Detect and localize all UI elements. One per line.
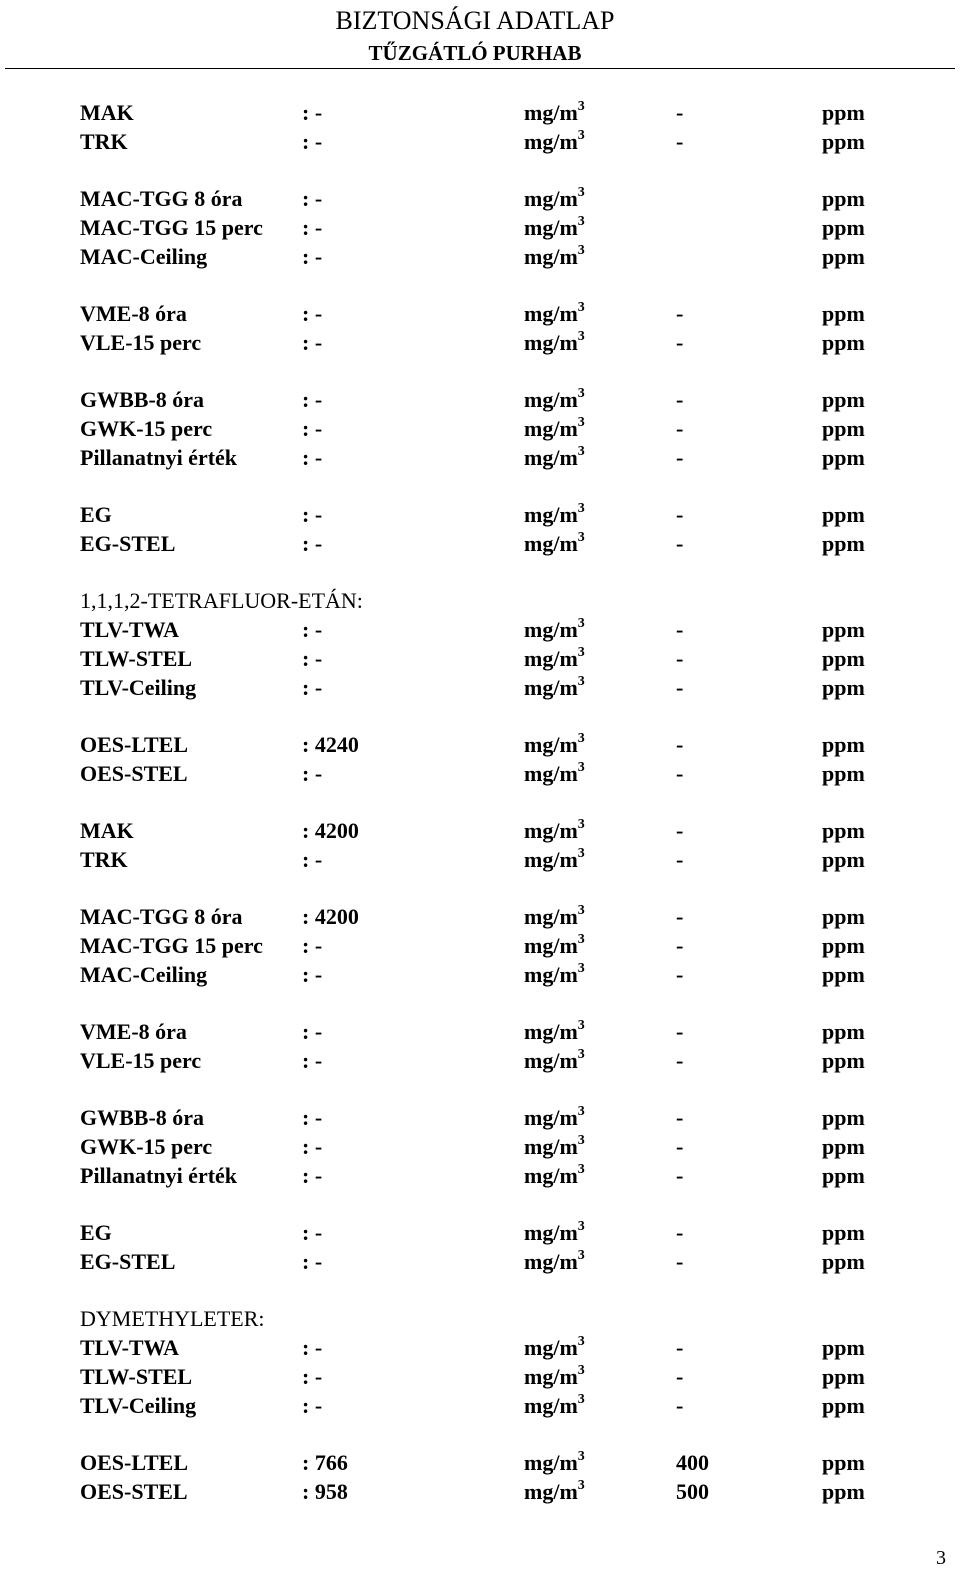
ppm-unit: ppm [822, 186, 865, 211]
ppm-unit: ppm [822, 646, 865, 671]
mass-unit-base: mg/m [524, 531, 578, 556]
limit-name: EG [80, 502, 112, 527]
group-spacer [80, 1075, 880, 1103]
ppm-unit: ppm [822, 301, 865, 326]
mass-unit-base: mg/m [524, 1220, 578, 1245]
limit-value: : - [302, 646, 323, 671]
mass-unit-exponent: 3 [577, 1333, 585, 1349]
limit-name: TLW-STEL [80, 1364, 193, 1389]
mass-unit-base: mg/m [524, 1134, 578, 1159]
limit-name: VME-8 óra [80, 301, 187, 326]
mass-unit [524, 845, 585, 874]
ppm-value: 400 [676, 1450, 709, 1475]
ppm-unit: ppm [822, 1335, 865, 1360]
limit-row [80, 845, 880, 874]
ppm-unit: ppm [822, 1163, 865, 1188]
limit-name: MAC-TGG 8 óra [80, 186, 243, 211]
limit-name: OES-LTEL [80, 1450, 189, 1475]
mass-unit-base: mg/m [524, 761, 578, 786]
mass-unit-base: mg/m [524, 1450, 578, 1475]
mass-unit-exponent: 3 [577, 242, 585, 258]
mass-unit-base: mg/m [524, 617, 578, 642]
mass-unit [524, 1391, 585, 1420]
limit-name: TRK [80, 129, 128, 154]
ppm-value: 500 [676, 1479, 709, 1504]
limit-row [80, 385, 880, 414]
limit-value: : - [302, 1393, 323, 1418]
ppm-value: - [676, 933, 684, 958]
group-spacer [80, 1276, 880, 1304]
mass-unit [524, 644, 585, 673]
mass-unit [524, 184, 585, 213]
limit-name: TLV-Ceiling [80, 675, 197, 700]
limit-value: : - [302, 1335, 323, 1360]
limit-name: MAK [80, 818, 134, 843]
ppm-unit: ppm [822, 933, 865, 958]
ppm-value: - [676, 847, 684, 872]
limit-value: : - [302, 100, 323, 125]
ppm-unit: ppm [822, 244, 865, 269]
mass-unit [524, 529, 585, 558]
mass-unit-base: mg/m [524, 244, 578, 269]
mass-unit-exponent: 3 [577, 529, 585, 545]
document-title: BIZTONSÁGI ADATLAP [335, 6, 615, 35]
limit-row [80, 529, 880, 558]
mass-unit-base: mg/m [524, 1364, 578, 1389]
limit-row [80, 1218, 880, 1247]
ppm-value: - [676, 1163, 684, 1188]
mass-unit [524, 1362, 585, 1391]
ppm-value: - [676, 416, 684, 441]
limit-row [80, 184, 880, 213]
mass-unit [524, 816, 585, 845]
mass-unit-base: mg/m [524, 1048, 578, 1073]
ppm-value: - [676, 502, 684, 527]
limit-row [80, 414, 880, 443]
mass-unit-exponent: 3 [577, 1247, 585, 1263]
limit-value: : - [302, 531, 323, 556]
limit-row [80, 931, 880, 960]
limit-row [80, 730, 880, 759]
mass-unit-base: mg/m [524, 675, 578, 700]
limit-row [80, 443, 880, 472]
limit-name: OES-LTEL [80, 732, 189, 757]
ppm-value: - [676, 100, 684, 125]
mass-unit-base: mg/m [524, 387, 578, 412]
limit-name: MAC-TGG 15 perc [80, 933, 263, 958]
limit-row [80, 1132, 880, 1161]
mass-unit [524, 615, 585, 644]
mass-unit-exponent: 3 [577, 1103, 585, 1119]
mass-unit-base: mg/m [524, 818, 578, 843]
mass-unit-exponent: 3 [577, 1132, 585, 1148]
ppm-unit: ppm [822, 330, 865, 355]
ppm-unit: ppm [822, 531, 865, 556]
ppm-value: - [676, 445, 684, 470]
mass-unit-base: mg/m [524, 330, 578, 355]
ppm-value: - [676, 301, 684, 326]
mass-unit-base: mg/m [524, 732, 578, 757]
mass-unit-exponent: 3 [577, 213, 585, 229]
ppm-value: - [676, 1019, 684, 1044]
mass-unit-exponent: 3 [577, 414, 585, 430]
mass-unit [524, 98, 585, 127]
group-spacer [80, 156, 880, 184]
ppm-unit: ppm [822, 100, 865, 125]
mass-unit-exponent: 3 [577, 931, 585, 947]
mass-unit [524, 1103, 585, 1132]
limit-name: TLV-Ceiling [80, 1393, 197, 1418]
limit-value: : - [302, 847, 323, 872]
ppm-value: - [676, 1335, 684, 1360]
ppm-unit: ppm [822, 215, 865, 240]
ppm-value: - [676, 1105, 684, 1130]
group-spacer [80, 1420, 880, 1448]
group-spacer [80, 702, 880, 730]
ppm-unit: ppm [822, 1393, 865, 1418]
mass-unit-exponent: 3 [577, 730, 585, 746]
limit-row [80, 98, 880, 127]
limit-name: OES-STEL [80, 761, 188, 786]
ppm-value: - [676, 761, 684, 786]
limit-value: : - [302, 1364, 323, 1389]
mass-unit-exponent: 3 [577, 1362, 585, 1378]
limit-row [80, 759, 880, 788]
mass-unit [524, 127, 585, 156]
group-spacer [80, 558, 880, 586]
limit-value: : - [302, 617, 323, 642]
limit-name: Pillanatnyi érték [80, 1163, 238, 1188]
mass-unit-base: mg/m [524, 186, 578, 211]
mass-unit [524, 1046, 585, 1075]
group-spacer [80, 271, 880, 299]
mass-unit-base: mg/m [524, 301, 578, 326]
ppm-value: - [676, 675, 684, 700]
ppm-unit: ppm [822, 502, 865, 527]
mass-unit [524, 328, 585, 357]
limit-name: EG-STEL [80, 1249, 176, 1274]
limit-value: : 958 [302, 1479, 348, 1504]
ppm-value: - [676, 617, 684, 642]
mass-unit-exponent: 3 [577, 299, 585, 315]
mass-unit-base: mg/m [524, 933, 578, 958]
ppm-unit: ppm [822, 1479, 865, 1504]
ppm-unit: ppm [822, 818, 865, 843]
limit-value: : - [302, 1249, 323, 1274]
limit-name: MAC-Ceiling [80, 244, 208, 269]
mass-unit-base: mg/m [524, 847, 578, 872]
ppm-unit: ppm [822, 1249, 865, 1274]
mass-unit [524, 960, 585, 989]
mass-unit [524, 242, 585, 271]
limit-name: GWBB-8 óra [80, 1105, 205, 1130]
mass-unit-base: mg/m [524, 1479, 578, 1504]
mass-unit [524, 443, 585, 472]
mass-unit-exponent: 3 [577, 816, 585, 832]
mass-unit-exponent: 3 [577, 673, 585, 689]
ppm-value: - [676, 1393, 684, 1418]
mass-unit [524, 902, 585, 931]
mass-unit [524, 931, 585, 960]
limit-value: : - [302, 761, 323, 786]
mass-unit-exponent: 3 [577, 845, 585, 861]
group-spacer [80, 357, 880, 385]
ppm-value: - [676, 387, 684, 412]
mass-unit-base: mg/m [524, 1393, 578, 1418]
limit-name: TLW-STEL [80, 646, 193, 671]
ppm-value: - [676, 818, 684, 843]
limit-row [80, 615, 880, 644]
ppm-unit: ppm [822, 617, 865, 642]
limit-value: : 766 [302, 1450, 348, 1475]
ppm-unit: ppm [822, 1450, 865, 1475]
mass-unit-exponent: 3 [577, 385, 585, 401]
limit-value: : - [302, 244, 323, 269]
mass-unit-exponent: 3 [577, 500, 585, 516]
limit-row [80, 1391, 880, 1420]
mass-unit-base: mg/m [524, 1019, 578, 1044]
limit-row [80, 1247, 880, 1276]
substance-heading: DYMETHYLETER: [80, 1306, 265, 1331]
ppm-value: - [676, 1134, 684, 1159]
ppm-unit: ppm [822, 847, 865, 872]
ppm-unit: ppm [822, 962, 865, 987]
mass-unit [524, 730, 585, 759]
mass-unit-base: mg/m [524, 646, 578, 671]
substance-heading: 1,1,1,2-TETRAFLUOR-ETÁN: [80, 588, 363, 613]
limit-value: : - [302, 445, 323, 470]
mass-unit-base: mg/m [524, 1163, 578, 1188]
limit-value: : - [302, 186, 323, 211]
limit-value: : - [302, 301, 323, 326]
group-spacer [80, 788, 880, 816]
mass-unit [524, 500, 585, 529]
ppm-unit: ppm [822, 387, 865, 412]
limit-value: : 4200 [302, 904, 359, 929]
limit-value: : - [302, 215, 323, 240]
limit-value: : - [302, 330, 323, 355]
group-spacer [80, 989, 880, 1017]
limit-value: : - [302, 1048, 323, 1073]
limit-name: GWK-15 perc [80, 1134, 213, 1159]
ppm-unit: ppm [822, 1105, 865, 1130]
ppm-value: - [676, 330, 684, 355]
ppm-unit: ppm [822, 904, 865, 929]
mass-unit [524, 1448, 585, 1477]
ppm-unit: ppm [822, 1019, 865, 1044]
limit-value: : - [302, 933, 323, 958]
limit-value: : - [302, 1163, 323, 1188]
exposure-limits-table [80, 98, 880, 1506]
mass-unit [524, 414, 585, 443]
mass-unit [524, 673, 585, 702]
mass-unit [524, 299, 585, 328]
mass-unit-exponent: 3 [577, 328, 585, 344]
mass-unit [524, 213, 585, 242]
limit-row [80, 1362, 880, 1391]
mass-unit-exponent: 3 [577, 902, 585, 918]
limit-value: : 4200 [302, 818, 359, 843]
limit-name: EG [80, 1220, 112, 1245]
group-spacer [80, 472, 880, 500]
mass-unit [524, 1218, 585, 1247]
limit-value: : - [302, 1019, 323, 1044]
mass-unit-base: mg/m [524, 1335, 578, 1360]
document-subtitle: TŰZGÁTLÓ PURHAB [368, 41, 582, 65]
ppm-unit: ppm [822, 675, 865, 700]
ppm-value: - [676, 129, 684, 154]
mass-unit [524, 1017, 585, 1046]
mass-unit-exponent: 3 [577, 960, 585, 976]
limit-name: MAC-TGG 8 óra [80, 904, 243, 929]
limit-value: : - [302, 1105, 323, 1130]
limit-value: : - [302, 675, 323, 700]
limit-row [80, 500, 880, 529]
ppm-unit: ppm [822, 1134, 865, 1159]
limit-name: TRK [80, 847, 128, 872]
limit-value: : - [302, 1134, 323, 1159]
limit-row [80, 242, 880, 271]
limit-row [80, 1103, 880, 1132]
mass-unit-exponent: 3 [577, 1477, 585, 1493]
limit-row [80, 816, 880, 845]
mass-unit [524, 1247, 585, 1276]
ppm-unit: ppm [822, 732, 865, 757]
ppm-unit: ppm [822, 1220, 865, 1245]
ppm-unit: ppm [822, 129, 865, 154]
ppm-value: - [676, 531, 684, 556]
limit-name: VLE-15 perc [80, 330, 202, 355]
mass-unit-base: mg/m [524, 416, 578, 441]
limit-value: : 4240 [302, 732, 359, 757]
limit-name: GWK-15 perc [80, 416, 213, 441]
limit-row [80, 299, 880, 328]
mass-unit [524, 1477, 585, 1506]
mass-unit-base: mg/m [524, 1105, 578, 1130]
limit-name: Pillanatnyi érték [80, 445, 238, 470]
ppm-unit: ppm [822, 1364, 865, 1389]
mass-unit-exponent: 3 [577, 1218, 585, 1234]
mass-unit-exponent: 3 [577, 184, 585, 200]
limit-name: EG-STEL [80, 531, 176, 556]
mass-unit [524, 1161, 585, 1190]
ppm-value: - [676, 904, 684, 929]
mass-unit-base: mg/m [524, 1249, 578, 1274]
limit-name: OES-STEL [80, 1479, 188, 1504]
limit-value: : - [302, 387, 323, 412]
limit-row [80, 1448, 880, 1477]
mass-unit-exponent: 3 [577, 1448, 585, 1464]
mass-unit-exponent: 3 [577, 127, 585, 143]
mass-unit-exponent: 3 [577, 615, 585, 631]
limit-value: : - [302, 502, 323, 527]
ppm-unit: ppm [822, 445, 865, 470]
mass-unit-exponent: 3 [577, 644, 585, 660]
limit-value: : - [302, 962, 323, 987]
mass-unit [524, 1132, 585, 1161]
group-spacer [80, 874, 880, 902]
limit-row [80, 644, 880, 673]
limit-row [80, 673, 880, 702]
mass-unit-base: mg/m [524, 100, 578, 125]
limit-value: : - [302, 1220, 323, 1245]
mass-unit [524, 759, 585, 788]
limit-row [80, 213, 880, 242]
header-divider [5, 68, 955, 69]
limit-row [80, 960, 880, 989]
mass-unit-exponent: 3 [577, 1046, 585, 1062]
mass-unit-exponent: 3 [577, 759, 585, 775]
limit-row [80, 1333, 880, 1362]
ppm-value: - [676, 1220, 684, 1245]
ppm-unit: ppm [822, 1048, 865, 1073]
mass-unit-exponent: 3 [577, 1161, 585, 1177]
limit-name: MAK [80, 100, 134, 125]
limit-row [80, 1017, 880, 1046]
mass-unit-exponent: 3 [577, 98, 585, 114]
limit-row [80, 1161, 880, 1190]
ppm-unit: ppm [822, 416, 865, 441]
ppm-unit: ppm [822, 761, 865, 786]
limit-value: : - [302, 129, 323, 154]
group-spacer [80, 1190, 880, 1218]
ppm-value: - [676, 962, 684, 987]
limit-row [80, 127, 880, 156]
limit-name: MAC-Ceiling [80, 962, 208, 987]
limit-name: TLV-TWA [80, 1335, 180, 1360]
mass-unit-exponent: 3 [577, 443, 585, 459]
mass-unit-base: mg/m [524, 502, 578, 527]
mass-unit-base: mg/m [524, 129, 578, 154]
limit-name: MAC-TGG 15 perc [80, 215, 263, 240]
ppm-value: - [676, 646, 684, 671]
limit-row [80, 902, 880, 931]
limit-name: VLE-15 perc [80, 1048, 202, 1073]
ppm-value: - [676, 1249, 684, 1274]
limit-row [80, 1477, 880, 1506]
limit-row [80, 1046, 880, 1075]
mass-unit [524, 1333, 585, 1362]
mass-unit-base: mg/m [524, 904, 578, 929]
page-number: 3 [936, 1547, 946, 1569]
limit-name: TLV-TWA [80, 617, 180, 642]
mass-unit-base: mg/m [524, 215, 578, 240]
limit-name: VME-8 óra [80, 1019, 187, 1044]
limit-value: : - [302, 416, 323, 441]
limit-row [80, 328, 880, 357]
ppm-value: - [676, 1048, 684, 1073]
mass-unit-exponent: 3 [577, 1017, 585, 1033]
ppm-value: - [676, 732, 684, 757]
mass-unit-base: mg/m [524, 445, 578, 470]
mass-unit-exponent: 3 [577, 1391, 585, 1407]
limit-name: GWBB-8 óra [80, 387, 205, 412]
mass-unit [524, 385, 585, 414]
ppm-value: - [676, 1364, 684, 1389]
mass-unit-base: mg/m [524, 962, 578, 987]
